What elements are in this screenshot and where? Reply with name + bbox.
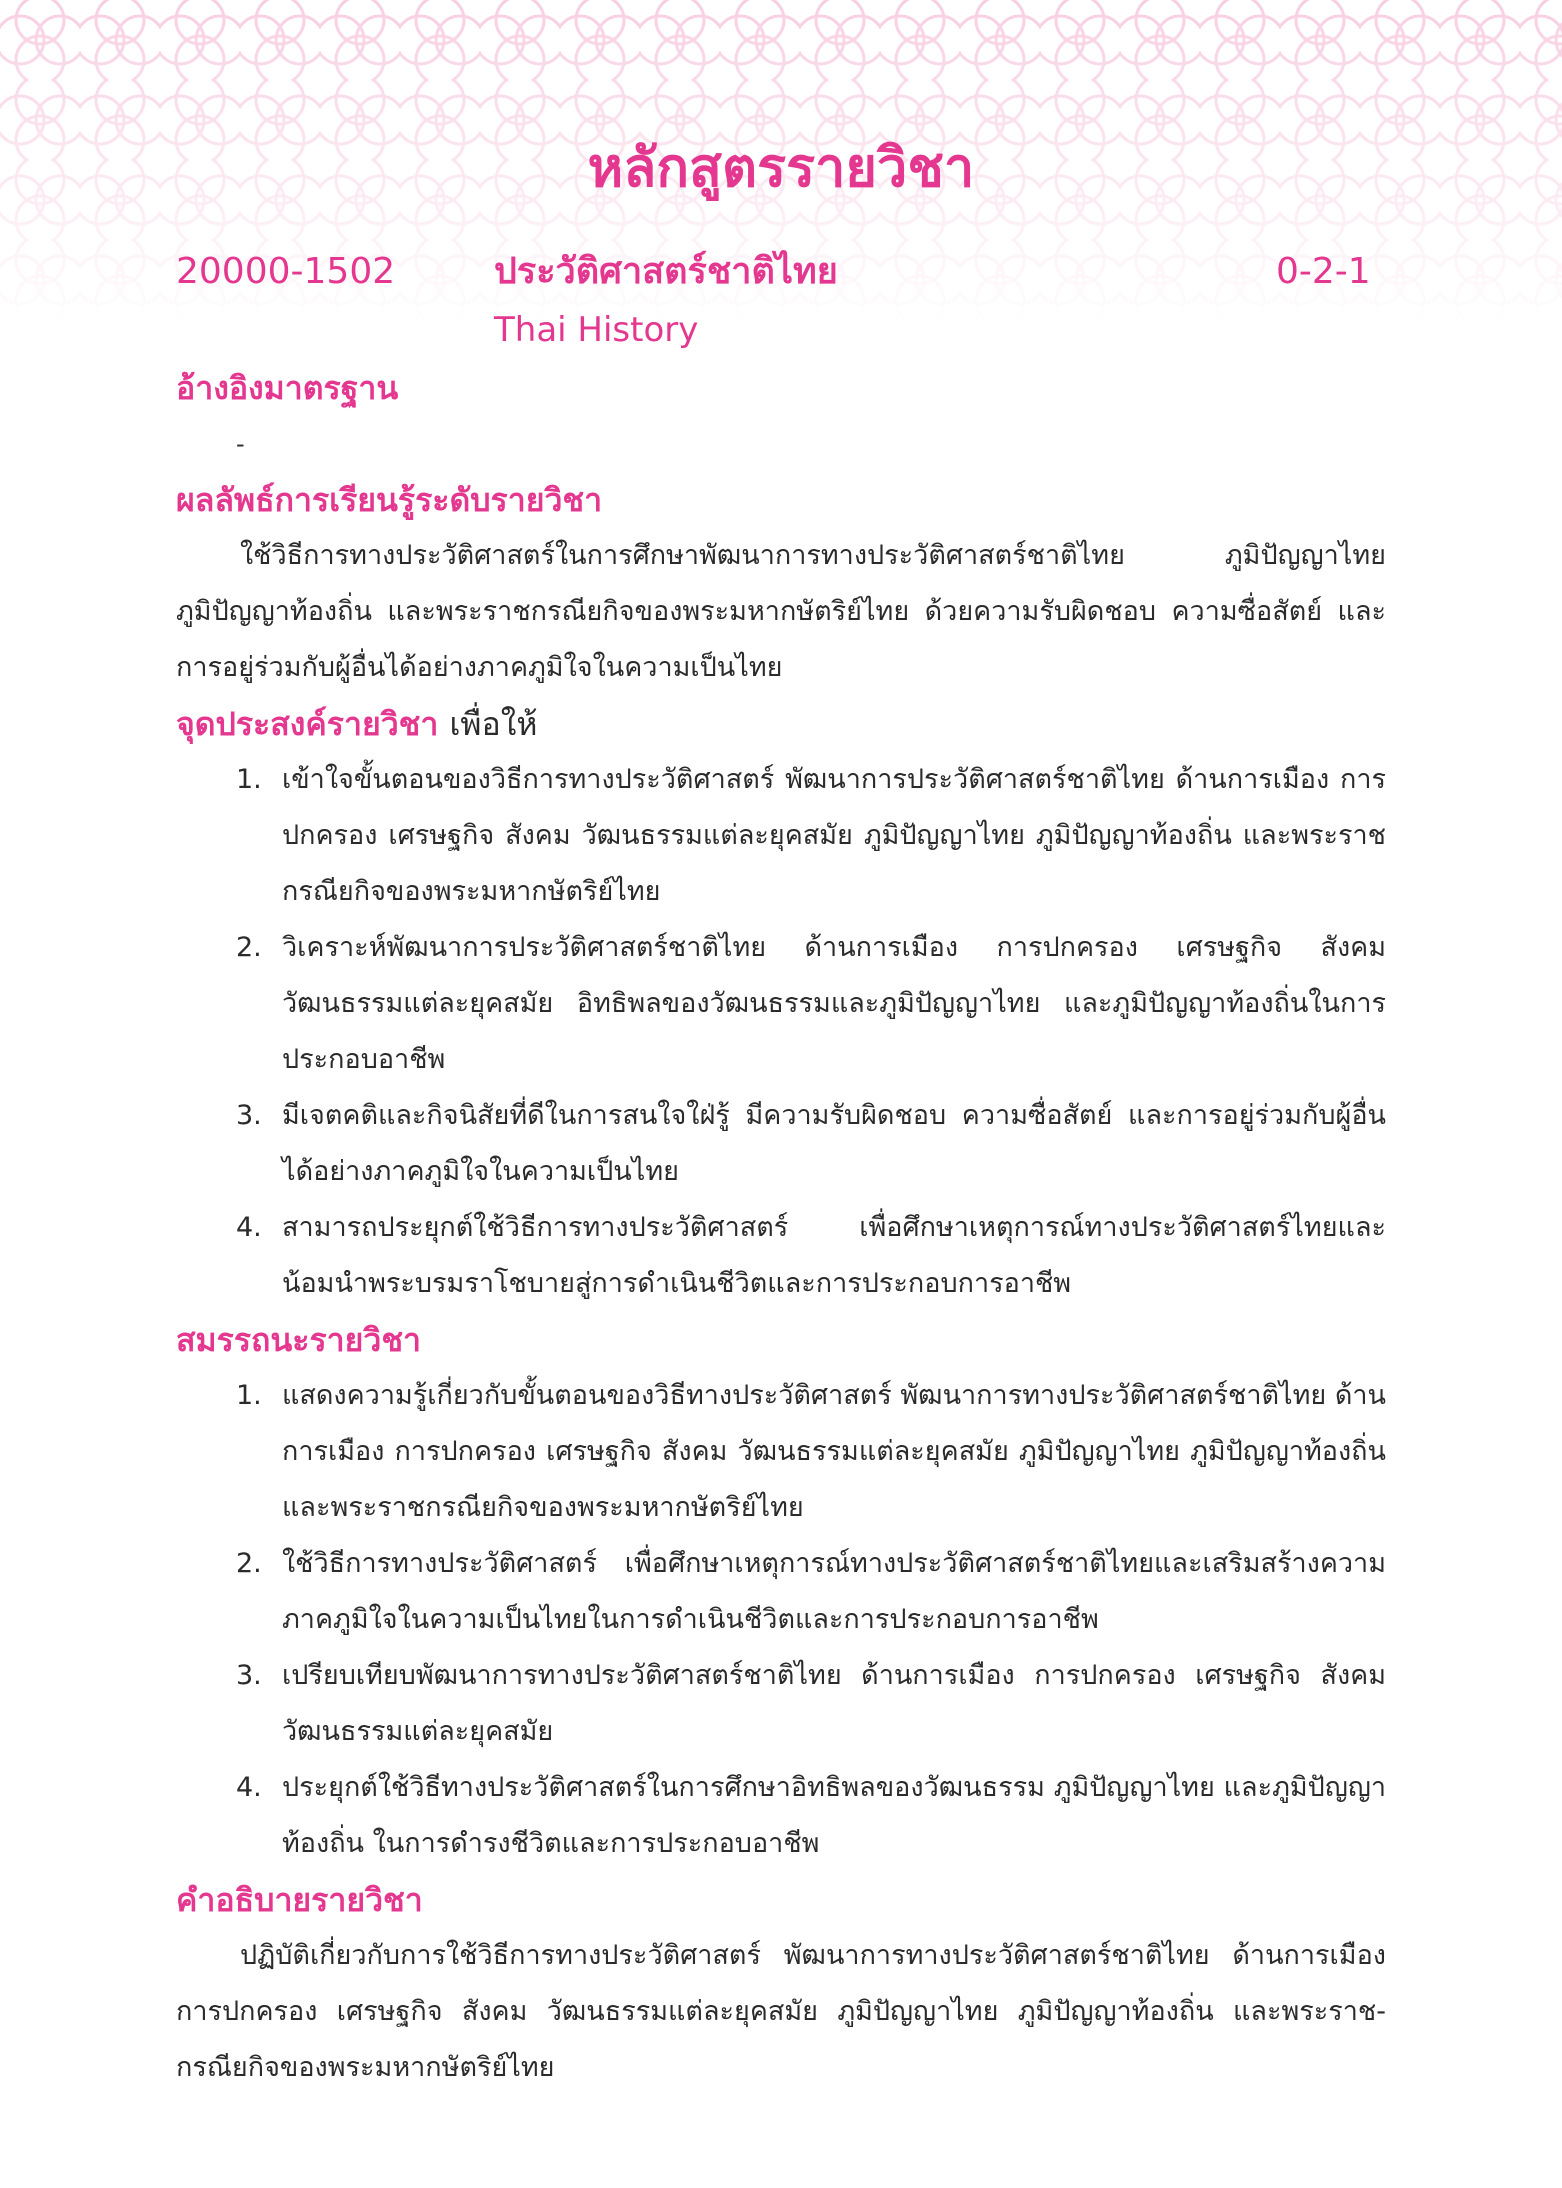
list-text: สามารถประยุกต์ใช้วิธีการทางประวัติศาสตร์ เพื่อศึกษาเหตุการณ์ทางประวัติศาสตร์ไทยและน้อมนำพระบรมราโชบายสู่การดำเนินชีวิตและการประกอบการอาชีพ <box>282 1212 1386 1299</box>
course-code: 20000-1502 <box>176 251 396 292</box>
list-text: ประยุกต์ใช้วิธีทางประวัติศาสตร์ในการศึกษาอิทธิพลของวัฒนธรรม ภูมิปัญญาไทย และภูมิปัญญาท้องถิ่น ในการดำรงชีวิตและการประกอบอาชีพ <box>282 1772 1386 1859</box>
list-text: ใช้วิธีการทางประวัติศาสตร์ เพื่อศึกษาเหตุการณ์ทางประวัติศาสตร์ชาติไทยและเสริมสร้างความภาคภูมิใจในความเป็นไทยในการดำเนินชีวิตและการประกอบการอาชีพ <box>282 1548 1386 1635</box>
list-text: เข้าใจขั้นตอนของวิธีการทางประวัติศาสตร์ พัฒนาการประวัติศาสตร์ชาติไทย ด้านการเมือง การปกครอง เศรษฐกิจ สังคม วัฒนธรรมแต่ละยุคสมัย ภูมิปัญญาไทย ภูมิปัญญาท้องถิ่น และพระราชกรณียกิจของพระมหากษัตริย์ไทย <box>282 764 1386 907</box>
outcomes-heading: ผลลัพธ์การเรียนรู้ระดับรายวิชา <box>176 481 603 519</box>
objective-item-1 <box>176 752 1386 920</box>
outcomes-section <box>176 472 1386 696</box>
course-name-thai: ประวัติศาสตร์ชาติไทย <box>494 251 838 292</box>
list-text: เปรียบเทียบพัฒนาการทางประวัติศาสตร์ชาติไทย ด้านการเมือง การปกครอง เศรษฐกิจ สังคม วัฒนธรรมแต่ละยุคสมัย <box>282 1660 1386 1747</box>
description-text: ปฏิบัติเกี่ยวกับการใช้วิธีการทางประวัติศาสตร์ พัฒนาการทางประวัติศาสตร์ชาติไทย ด้านการเมือง การปกครอง เศรษฐกิจ สังคม วัฒนธรรมแต่ละยุคสมัย ภูมิปัญญาไทย ภูมิปัญญาท้องถิ่น และพระราช-กรณียกิจของพระมหากษัตริย์ไทย <box>176 1940 1386 2083</box>
list-text: วิเคราะห์พัฒนาการประวัติศาสตร์ชาติไทย ด้านการเมือง การปกครอง เศรษฐกิจ สังคม วัฒนธรรมแต่ละยุคสมัย อิทธิพลของวัฒนธรรมและภูมิปัญญาไทย และภูมิปัญญาท้องถิ่นในการประกอบอาชีพ <box>282 932 1386 1075</box>
list-number: 2. <box>236 1548 262 1579</box>
list-number: 3. <box>236 1100 262 1131</box>
objectives-heading-suffix: เพื่อให้ <box>449 705 538 743</box>
list-number: 1. <box>236 764 262 795</box>
list-number: 1. <box>236 1380 262 1411</box>
competency-item-4 <box>176 1760 1386 1872</box>
competency-item-3 <box>176 1648 1386 1760</box>
competencies-heading: สมรรถนะรายวิชา <box>176 1321 421 1359</box>
outcomes-text: ใช้วิธีการทางประวัติศาสตร์ในการศึกษาพัฒนาการทางประวัติศาสตร์ชาติไทย ภูมิปัญญาไทย ภูมิปัญญาท้องถิ่น และพระราชกรณียกิจของพระมหากษัตริย์ไทย ด้วยความรับผิดชอบ ความซื่อสัตย์ และการอยู่ร่วมกับผู้อื่นได้อย่างภาคภูมิใจในความเป็นไทย <box>176 540 1386 683</box>
objectives-section <box>176 696 1386 1312</box>
list-number: 2. <box>236 932 262 963</box>
competency-item-2 <box>176 1536 1386 1648</box>
description-heading: คำอธิบายรายวิชา <box>176 1881 423 1919</box>
standards-value: - <box>236 430 245 458</box>
list-text: มีเจตคติและกิจนิสัยที่ดีในการสนใจใฝ่รู้ มีความรับผิดชอบ ความซื่อสัตย์ และการอยู่ร่วมกับผู้อื่นได้อย่างภาคภูมิใจในความเป็นไทย <box>282 1100 1386 1187</box>
page-title: หลักสูตรรายวิชา <box>587 136 975 199</box>
objectives-heading-label: จุดประสงค์รายวิชา <box>176 705 439 743</box>
competencies-section <box>176 1312 1386 1872</box>
course-content <box>176 360 1386 2096</box>
objectives-list <box>176 752 1386 1312</box>
course-credits: 0-2-1 <box>1276 251 1371 292</box>
list-number: 4. <box>236 1772 262 1803</box>
list-number: 3. <box>236 1660 262 1691</box>
competency-item-1 <box>176 1368 1386 1536</box>
objective-item-2 <box>176 920 1386 1088</box>
objective-item-4 <box>176 1200 1386 1312</box>
list-text: แสดงความรู้เกี่ยวกับขั้นตอนของวิธีทางประวัติศาสตร์ พัฒนาการทางประวัติศาสตร์ชาติไทย ด้านการเมือง การปกครอง เศรษฐกิจ สังคม วัฒนธรรมแต่ละยุคสมัย ภูมิปัญญาไทย ภูมิปัญญาท้องถิ่น และพระราชกรณียกิจของพระมหากษัตริย์ไทย <box>282 1380 1386 1523</box>
competencies-list <box>176 1368 1386 1872</box>
standards-section <box>176 360 1386 472</box>
description-section <box>176 1872 1386 2096</box>
objectives-heading <box>176 696 1386 752</box>
list-number: 4. <box>236 1212 262 1243</box>
standards-heading: อ้างอิงมาตรฐาน <box>176 369 399 407</box>
course-name-english: Thai History <box>494 310 699 350</box>
objective-item-3 <box>176 1088 1386 1200</box>
